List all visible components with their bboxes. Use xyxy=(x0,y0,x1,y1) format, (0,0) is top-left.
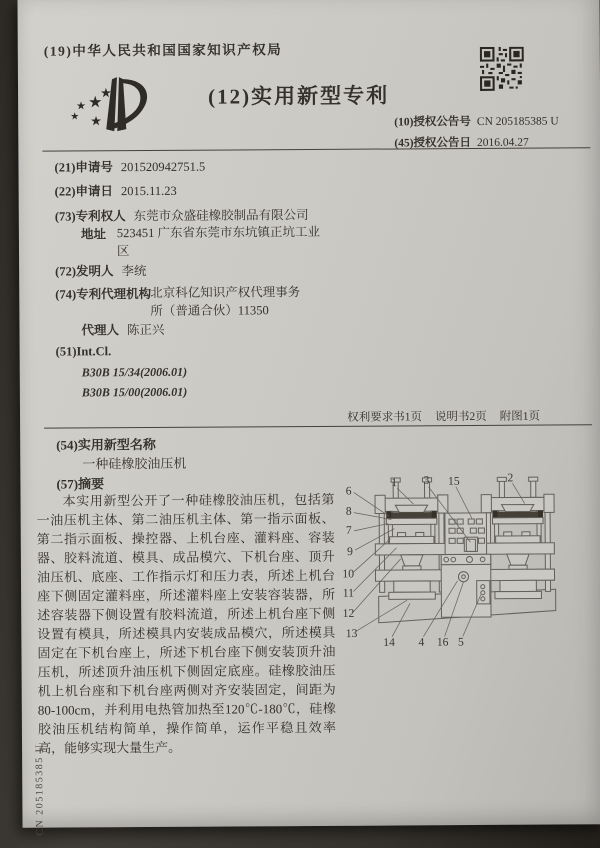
inventor-row xyxy=(55,261,146,280)
claims-pages: 权利要求书1页 xyxy=(347,411,423,424)
intcl-entry-1: B30B 15/34(2006.01) xyxy=(81,364,188,380)
document-type-title: (12)实用新型专利 xyxy=(208,83,390,109)
abstract-text: 本实用新型公开了一种硅橡胶油压机，包括第一油压机主体、第二油压机主体、第一指示面板、第二指示面板、操控器、上机台座、灌料座、容装器、胶料流道、模具、成品模穴、下机台座、顶升油压机、底座、工作指示灯和压力表，所述上机台座下侧固定灌料座，所述灌料座上安装容装器，所述容装器下侧设置有胶料流道，所述上机台座下侧设置有模具，所述模具内安装成品模穴，所述模具固定在下机台座上，所述下机台座下侧安装顶升油压机，所述顶升油压机下侧固定底座。硅橡胶油压机上机台座和下机台座两侧对齐安装固定，间距为80-100cm，并利用电热管加热至120℃-180℃，硅橡胶油压机结构简单，操作简单，运作平稳且效率高，能够实现大量生产。 xyxy=(36,491,336,756)
patentee-row xyxy=(55,205,309,225)
inventor-label: (72)发明人 xyxy=(55,264,114,279)
ref-num: 14 xyxy=(383,635,395,649)
abstract-section-label: (57)摘要 xyxy=(56,476,105,492)
ref-num: 7 xyxy=(345,523,352,537)
ref-num: 11 xyxy=(342,586,354,600)
app-number-value: 201520942751.5 xyxy=(120,159,206,175)
mid-divider xyxy=(44,424,592,428)
agency-label: (74)专利代理机构 xyxy=(55,286,152,302)
ref-num: 6 xyxy=(345,484,352,498)
intcl-label: (51)Int.Cl. xyxy=(55,344,112,359)
pages-info xyxy=(347,408,540,425)
agent-row xyxy=(81,320,164,339)
ref-num: 9 xyxy=(347,545,354,559)
svg-text:★: ★ xyxy=(76,99,87,113)
svg-text:★: ★ xyxy=(90,114,102,130)
ref-num: 12 xyxy=(342,606,355,620)
control-console xyxy=(441,513,491,617)
ref-num: 10 xyxy=(342,567,355,581)
ref-num: 13 xyxy=(345,627,358,641)
svg-text:★: ★ xyxy=(70,111,80,123)
sipo-logo xyxy=(56,69,176,143)
patent-drawing-figure xyxy=(330,460,599,671)
patent-drawing xyxy=(330,460,599,676)
qr-code xyxy=(480,47,524,96)
publication-number-row xyxy=(394,112,559,129)
ref-num: 1 xyxy=(391,476,398,490)
patent-office-line: (19)中华人民共和国国家知识产权局 xyxy=(43,42,283,59)
sipo-logo-graphic xyxy=(56,69,176,138)
patentee-label: (73)专利权人 xyxy=(54,209,126,224)
address-value: 523451 广东省东莞市东坑镇正坑工业区 xyxy=(116,224,321,259)
ref-num: 4 xyxy=(418,635,425,649)
svg-text:★: ★ xyxy=(88,92,103,112)
app-date-value: 2015.11.23 xyxy=(120,183,177,199)
pub-date-label: (45)授权公告日 xyxy=(394,137,472,150)
application-number-row xyxy=(54,157,205,176)
ref-num: 8 xyxy=(345,504,352,518)
agency-label-pos xyxy=(55,284,151,303)
patent-front-page xyxy=(17,0,600,836)
title-section-label: (54)实用新型名称 xyxy=(56,436,156,453)
agent-label: 代理人 xyxy=(81,323,120,338)
pub-number-label: (10)授权公告号 xyxy=(394,116,471,129)
address-label-pos xyxy=(81,224,106,242)
ref-num: 15 xyxy=(447,474,460,488)
ref-num: 16 xyxy=(436,635,449,649)
app-number-label: (21)申请号 xyxy=(54,160,113,175)
address-label: 地址 xyxy=(80,227,106,242)
intcl-row xyxy=(56,344,112,359)
svg-text:★: ★ xyxy=(100,86,112,102)
invention-title: 一种硅橡胶油压机 xyxy=(82,455,187,472)
inventor-value: 李统 xyxy=(121,264,147,279)
patentee-value: 东莞市众盛硅橡胶制品有限公司 xyxy=(133,208,309,224)
agent-value: 陈正兴 xyxy=(126,322,165,338)
intcl-entry-2: B30B 15/00(2006.01) xyxy=(81,384,188,400)
side-document-code: CN 205185385 U xyxy=(34,743,46,836)
pub-number-value: CN 205185385 U xyxy=(476,115,559,128)
ref-num: 2 xyxy=(507,471,514,485)
ref-num: 5 xyxy=(457,635,464,649)
app-date-label: (22)申请日 xyxy=(54,184,114,199)
figures-pages: 附图1页 xyxy=(499,410,541,423)
pub-date-value: 2016.04.27 xyxy=(477,136,529,149)
ref-num: 3 xyxy=(423,473,430,487)
agency-value: 北京科亿知识产权代理事务所（普通合伙）11350 xyxy=(150,285,301,318)
application-date-row xyxy=(55,181,177,200)
description-pages: 说明书2页 xyxy=(435,410,487,424)
